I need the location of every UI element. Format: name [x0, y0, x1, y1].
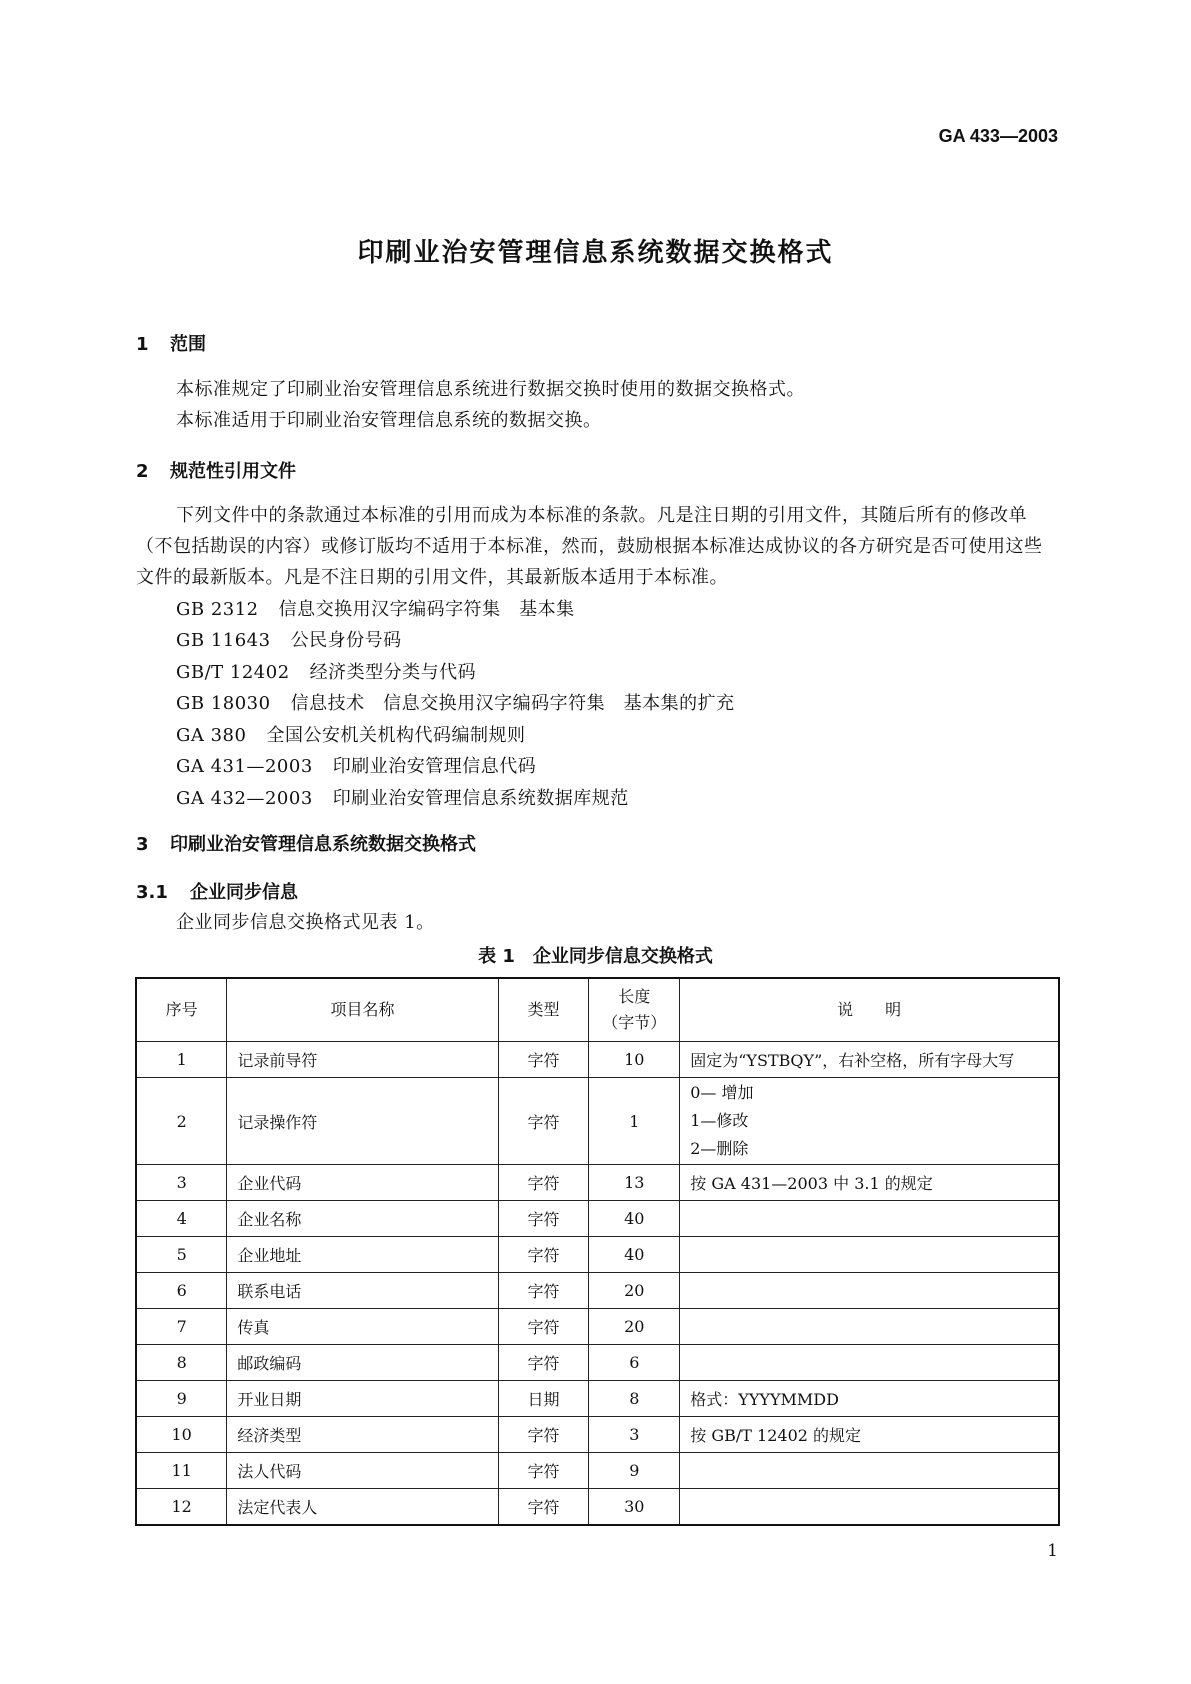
cell-length: 9: [589, 1453, 680, 1489]
cell-name: 联系电话: [227, 1273, 498, 1309]
reference-code: GA 431—2003: [176, 756, 313, 777]
table-row: [136, 1489, 1059, 1526]
cell-desc: [680, 1453, 1059, 1489]
section-title: 企业同步信息: [190, 882, 298, 903]
reference-code: GB 2312: [176, 599, 259, 620]
cell-type: 字符: [498, 1453, 589, 1489]
scope-paragraph-2: 本标准适用于印刷业治安管理信息系统的数据交换。: [176, 410, 602, 431]
reference-item: [176, 689, 735, 715]
cell-length: 30: [589, 1489, 680, 1526]
reference-title: 印刷业治安管理信息系统数据库规范: [332, 788, 629, 809]
header-type: 类型: [498, 978, 589, 1042]
cell-desc: [680, 1201, 1059, 1237]
section-number: 2: [136, 461, 149, 482]
header-name: 项目名称: [227, 978, 498, 1042]
reference-code: GA 432—2003: [176, 788, 313, 809]
section-number: 3.1: [136, 882, 168, 903]
cell-desc: [680, 1309, 1059, 1345]
cell-type: 字符: [498, 1309, 589, 1345]
cell-length: 10: [589, 1042, 680, 1078]
document-title: 印刷业治安管理信息系统数据交换格式: [357, 238, 834, 268]
page-number: 1: [1047, 1541, 1058, 1561]
section-3-1-text: 企业同步信息交换格式见表 1。: [176, 912, 435, 933]
cell-no: 7: [136, 1309, 227, 1345]
reference-code: GB/T 12402: [176, 662, 290, 683]
cell-type: 字符: [498, 1078, 589, 1165]
cell-name: 企业地址: [227, 1237, 498, 1273]
cell-no: 5: [136, 1237, 227, 1273]
header-length-line2: （字节）: [602, 1013, 667, 1032]
cell-name: 法人代码: [227, 1453, 498, 1489]
table-row: [136, 1417, 1059, 1453]
header-length: [589, 978, 680, 1042]
cell-length: 20: [589, 1273, 680, 1309]
cell-desc: [680, 1489, 1059, 1526]
cell-type: 字符: [498, 1042, 589, 1078]
reference-item: [176, 595, 575, 621]
section-number: 3: [136, 834, 149, 855]
operation-add: 0— 增加: [690, 1083, 754, 1102]
reference-title: 信息技术 信息交换用汉字编码字符集 基本集的扩充: [290, 693, 735, 714]
cell-length: 40: [589, 1201, 680, 1237]
header-no: 序号: [136, 978, 227, 1042]
cell-no: 1: [136, 1042, 227, 1078]
cell-type: 字符: [498, 1345, 589, 1381]
cell-name: 企业名称: [227, 1201, 498, 1237]
section-3-1-heading: [136, 878, 298, 904]
table-row: [136, 1237, 1059, 1273]
reference-title: 经济类型分类与代码: [309, 662, 477, 683]
cell-no: 8: [136, 1345, 227, 1381]
cell-type: 字符: [498, 1489, 589, 1526]
header-desc: 说 明: [680, 978, 1059, 1042]
table-row: [136, 1165, 1059, 1201]
table-caption: 表 1 企业同步信息交换格式: [478, 946, 713, 967]
reference-item: [176, 784, 629, 810]
cell-no: 4: [136, 1201, 227, 1237]
cell-no: 11: [136, 1453, 227, 1489]
cell-type: 字符: [498, 1237, 589, 1273]
cell-desc: 按 GB/T 12402 的规定: [680, 1417, 1059, 1453]
cell-no: 9: [136, 1381, 227, 1417]
reference-item: [176, 658, 476, 684]
section-3-heading: [136, 830, 476, 856]
cell-desc: [680, 1345, 1059, 1381]
cell-length: 40: [589, 1237, 680, 1273]
section-1-heading: [136, 330, 206, 356]
cell-no: 6: [136, 1273, 227, 1309]
header-length-line1: 长度: [618, 987, 651, 1006]
operation-delete: 2—删除: [690, 1139, 749, 1158]
cell-desc: 固定为“YSTBQY”，右补空格，所有字母大写: [680, 1042, 1059, 1078]
normative-references-intro: 下列文件中的条款通过本标准的引用而成为本标准的条款。凡是注日期的引用文件，其随后所有的修改单（不包括勘误的内容）或修订版均不适用于本标准，然而，鼓励根据本标准达成协议的各方研究是否可使用这些文件的最新版本。凡是不注日期的引用文件，其最新版本适用于本标准。: [136, 505, 1043, 588]
cell-type: 字符: [498, 1165, 589, 1201]
reference-item: [176, 626, 402, 652]
section-title: 范围: [170, 334, 206, 355]
cell-length: 3: [589, 1417, 680, 1453]
reference-item: [176, 721, 525, 747]
table-row: [136, 1453, 1059, 1489]
reference-code: GB 18030: [176, 693, 271, 714]
cell-name: 法定代表人: [227, 1489, 498, 1526]
section-2-heading: [136, 457, 296, 483]
cell-type: 字符: [498, 1417, 589, 1453]
operation-modify: 1—修改: [690, 1111, 749, 1130]
cell-length: 8: [589, 1381, 680, 1417]
standard-code: GA 433—2003: [938, 126, 1058, 146]
cell-name: 记录操作符: [227, 1078, 498, 1165]
section-title: 印刷业治安管理信息系统数据交换格式: [170, 834, 476, 855]
table-header-row: [136, 978, 1059, 1042]
table-row: [136, 1078, 1059, 1165]
cell-desc: [680, 1273, 1059, 1309]
cell-desc: [680, 1237, 1059, 1273]
cell-desc: 按 GA 431—2003 中 3.1 的规定: [680, 1165, 1059, 1201]
table-row: [136, 1042, 1059, 1078]
cell-no: 12: [136, 1489, 227, 1526]
cell-type: 字符: [498, 1201, 589, 1237]
table-row: [136, 1381, 1059, 1417]
cell-no: 3: [136, 1165, 227, 1201]
table-row: [136, 1309, 1059, 1345]
cell-name: 开业日期: [227, 1381, 498, 1417]
cell-desc: 格式：YYYYMMDD: [680, 1381, 1059, 1417]
reference-title: 全国公安机关机构代码编制规则: [266, 725, 526, 746]
reference-title: 印刷业治安管理信息代码: [332, 756, 537, 777]
cell-name: 邮政编码: [227, 1345, 498, 1381]
reference-code: GA 380: [176, 725, 247, 746]
section-number: 1: [136, 334, 149, 355]
reference-title: 公民身份号码: [290, 630, 402, 651]
cell-type: 日期: [498, 1381, 589, 1417]
scope-paragraph-1: 本标准规定了印刷业治安管理信息系统进行数据交换时使用的数据交换格式。: [176, 379, 805, 400]
cell-desc: [680, 1078, 1059, 1165]
cell-length: 6: [589, 1345, 680, 1381]
cell-length: 13: [589, 1165, 680, 1201]
cell-type: 字符: [498, 1273, 589, 1309]
cell-name: 经济类型: [227, 1417, 498, 1453]
cell-length: 20: [589, 1309, 680, 1345]
table-row: [136, 1273, 1059, 1309]
cell-name: 传真: [227, 1309, 498, 1345]
cell-name: 企业代码: [227, 1165, 498, 1201]
reference-code: GB 11643: [176, 630, 271, 651]
cell-no: 10: [136, 1417, 227, 1453]
reference-item: [176, 752, 536, 778]
cell-name: 记录前导符: [227, 1042, 498, 1078]
reference-title: 信息交换用汉字编码字符集 基本集: [278, 599, 575, 620]
section-title: 规范性引用文件: [170, 461, 296, 482]
cell-length: 1: [589, 1078, 680, 1165]
exchange-format-table: [135, 977, 1060, 1526]
cell-no: 2: [136, 1078, 227, 1165]
table-row: [136, 1201, 1059, 1237]
table-row: [136, 1345, 1059, 1381]
